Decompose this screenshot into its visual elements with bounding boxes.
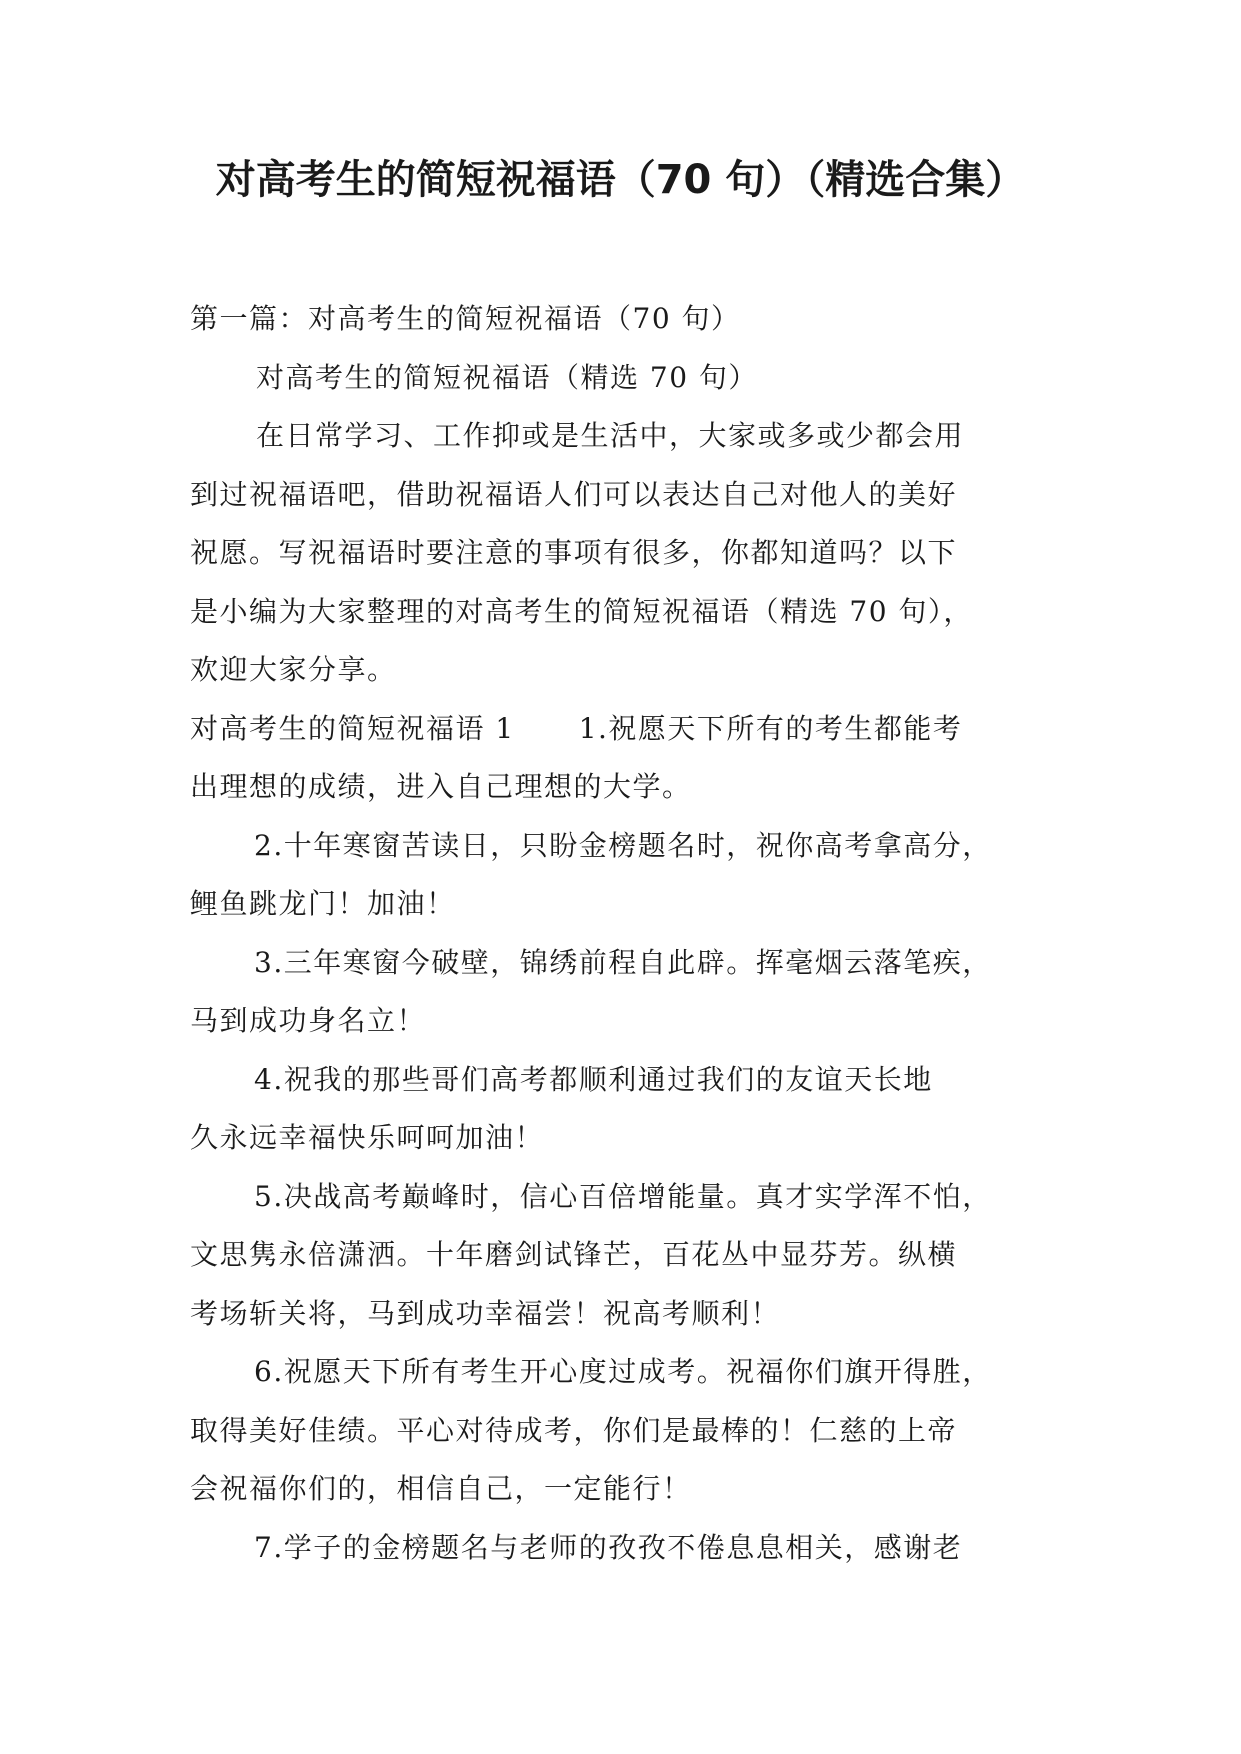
paragraph-line: 是小编为大家整理的对高考生的简短祝福语（精选 70 句），	[190, 594, 973, 628]
wish-item-4: 4.祝我的那些哥们高考都顺利通过我们的友谊天长地	[254, 1062, 933, 1096]
paragraph-line: 久永远幸福快乐呵呵加油！	[190, 1121, 545, 1154]
paragraph-line: 欢迎大家分享。	[190, 653, 397, 686]
document-body	[190, 290, 1070, 1577]
wish-item-6: 6.祝愿天下所有考生开心度过成考。祝福你们旗开得胜，	[254, 1355, 992, 1388]
paragraph-line: 文思隽永倍潇洒。十年磨剑试锋芒，百花丛中显芬芳。纵横	[190, 1238, 958, 1271]
wish-item-2: 2.十年寒窗苦读日，只盼金榜题名时，祝你高考拿高分，	[254, 828, 992, 862]
paragraph-line: 鲤鱼跳龙门！加油！	[190, 887, 456, 920]
paragraph-line: 考场斩关将，马到成功幸福尝！祝高考顺利！	[190, 1296, 781, 1330]
subtitle-line: 对高考生的简短祝福语（精选 70 句）	[256, 360, 758, 394]
paragraph-line: 在日常学习、工作抑或是生活中，大家或多或少都会用	[256, 419, 965, 452]
wish-item-7: 7.学子的金榜题名与老师的孜孜不倦息息相关，感谢老	[254, 1530, 963, 1564]
item-heading-line	[190, 700, 1070, 759]
paragraph-line: 出理想的成绩，进入自己理想的大学。	[190, 770, 692, 803]
paragraph-line: 马到成功身名立！	[190, 1004, 427, 1037]
wish-item-1: 1.祝愿天下所有的考生都能考	[578, 711, 963, 745]
wish-item-5: 5.决战高考巅峰时，信心百倍增能量。真才实学浑不怕，	[254, 1179, 992, 1213]
document-title: 对高考生的简短祝福语（70 句）（精选合集）	[215, 157, 1026, 203]
paragraph-line: 到过祝福语吧，借助祝福语人们可以表达自己对他人的美好	[190, 477, 958, 511]
paragraph-line: 祝愿。写祝福语时要注意的事项有很多，你都知道吗？以下	[190, 536, 958, 569]
wish-item-3: 3.三年寒窗今破壁，锦绣前程自此辟。挥毫烟云落笔疾，	[254, 945, 992, 979]
section-heading: 第一篇：对高考生的简短祝福语（70 句）	[190, 302, 741, 335]
paragraph-line: 取得美好佳绩。平心对待成考，你们是最棒的！仁慈的上帝	[190, 1413, 958, 1447]
item-heading: 对高考生的简短祝福语 1	[190, 711, 515, 745]
paragraph-line: 会祝福你们的，相信自己，一定能行！	[190, 1472, 692, 1505]
